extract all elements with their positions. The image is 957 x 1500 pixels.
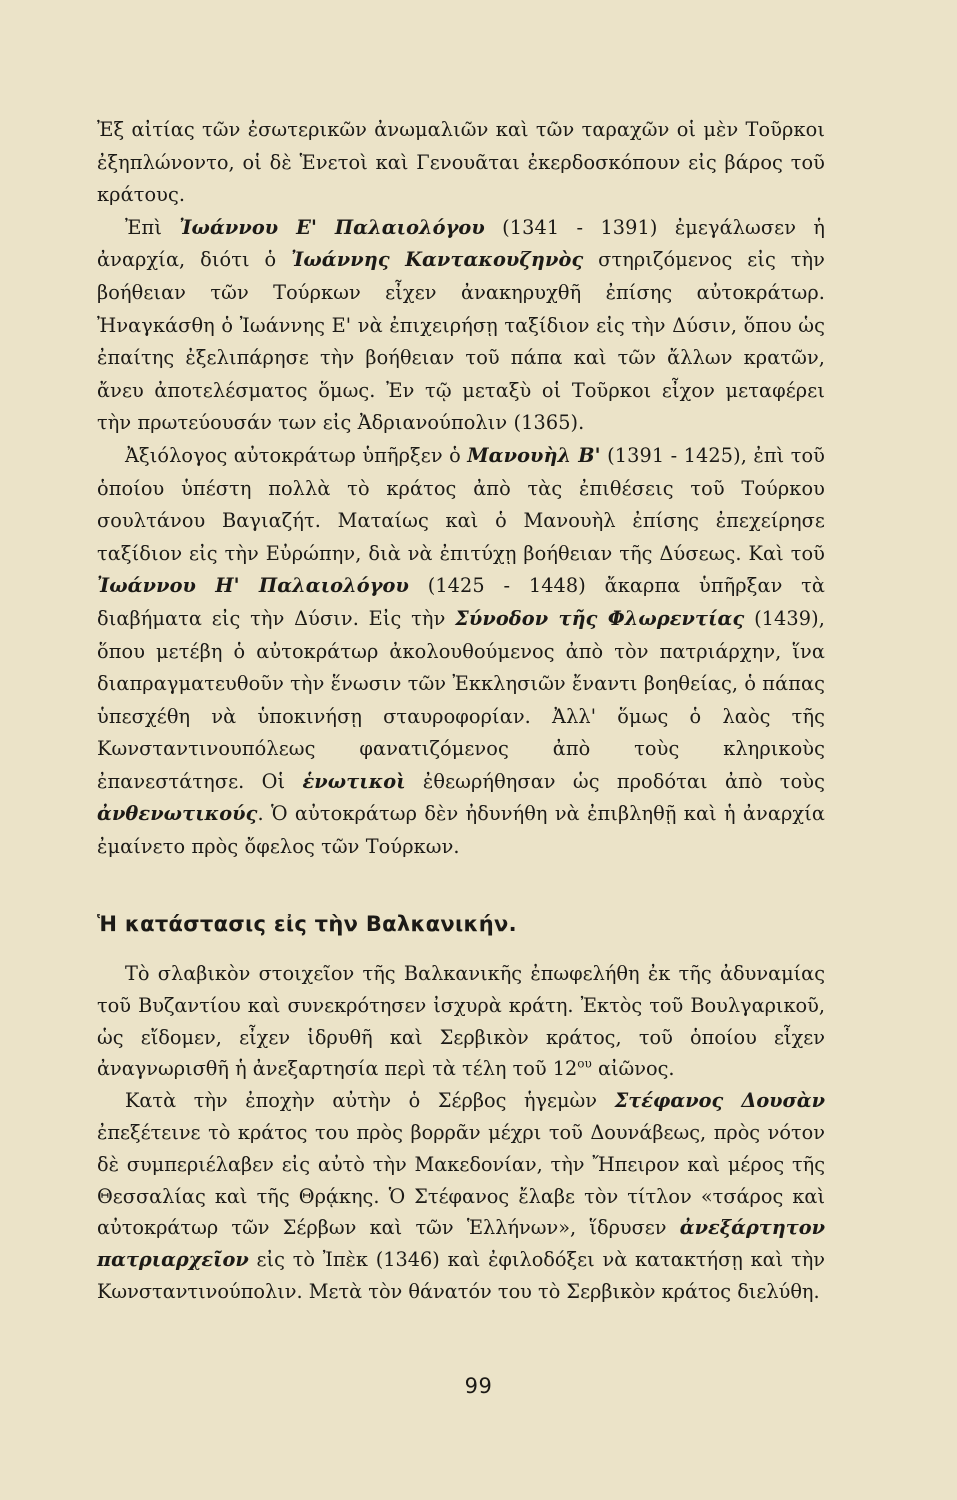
text-run: στηριζόμενος εἰς τὴν βοήθειαν τῶν Τούρκων εἶχεν ἀνακηρυχθῆ ἐπίσης αὐτοκράτωρ. Ἠναγκάσθη ὁ Ἰωάννης Ε' νὰ ἐπιχειρήσῃ ταξίδιον εἰς τὴν Δύσιν, ὅπου ὡς ἐπαίτης ἐξελιπάρησε τὴν βοήθειαν τοῦ πάπα καὶ τῶν ἄλλων κρατῶν, ἄνευ ἀποτελέσματος ὅμως. Ἐν τῷ μεταξὺ οἱ Τοῦρκοι εἶχον μεταφέρει τὴν πρωτεύουσάν των εἰς Ἀδριανούπολιν (1365).: [97, 248, 825, 435]
section-heading-balkans: Ἡ κατάστασις εἰς τὴν Βαλκανικήν.: [97, 912, 517, 936]
text-run: ἐπεξέτεινε τὸ κράτος του πρὸς βορρᾶν μέχρι τοῦ Δουνάβεως, πρὸς νότον δὲ συμπεριέλαβεν εἰς αὐτὸ τὴν Μακεδονίαν, τὴν Ἤπειρον καὶ μέρος τῆς Θεσσαλίας καὶ τῆς Θρᾴκης. Ὁ Στέφανος ἔλαβε τὸν τίτλον «τσάρος καὶ αὐτοκράτωρ τῶν Σέρβων καὶ τῶν Ἑλλήνων», ἵδρυσεν: [97, 1120, 825, 1240]
superscript-ordinal: ου: [577, 1056, 592, 1071]
emphasis-manuel-ii: Μανουὴλ Β': [467, 443, 601, 467]
section-balkans: [97, 958, 825, 1308]
text-run: (1341 - 1391) ἐμεγάλωσεν ἡ ἀναρχία, διότι ὁ: [97, 215, 825, 272]
paragraph-manuel-ii: [97, 440, 825, 864]
text-run: εἰς τὸ Ἰπὲκ (1346) καὶ ἐφιλοδόξει νὰ κατακτήσῃ καὶ τὴν Κωνσταντινούπολιν. Μετὰ τὸν θάνατόν του τὸ Σερβικὸν κράτος διελύθη.: [97, 1248, 825, 1303]
paragraph-john-v: [97, 212, 825, 440]
text-run: Ἐπὶ: [125, 215, 180, 239]
text-run: ἐθεωρήθησαν ὡς προδόται ἀπὸ τοὺς: [405, 769, 825, 793]
emphasis-unionists: ἑνωτικοὶ: [302, 769, 406, 793]
paragraph-slavic-states: [97, 958, 825, 1085]
text-run: Ἀξιόλογος αὐτοκράτωρ ὑπῆρξεν ὁ: [125, 443, 468, 467]
paragraph-causes: [97, 114, 825, 212]
emphasis-independent-patriarchate: ἀνεξάρτητον πατριαρχεῖον: [97, 1216, 825, 1272]
paragraph-stefan-dusan: [97, 1085, 825, 1308]
page-number: 99: [464, 1374, 493, 1398]
text-run: Τὸ σλαβικὸν στοιχεῖον τῆς Βαλκανικῆς ἐπωφελήθη ἐκ τῆς ἀδυναμίας τοῦ Βυζαντίου καὶ συνεκρότησεν ἰσχυρὰ κράτη. Ἐκτὸς τοῦ Βουλγαρικοῦ, ὡς εἴδομεν, εἶχεν ἱδρυθῆ καὶ Σερβικὸν κράτος, τοῦ ὁποίου εἶχεν ἀναγνωρισθῆ ἡ ἀνεξαρτησία περὶ τὰ τέλη τοῦ 12: [97, 962, 825, 1081]
emphasis-stefan-dusan: Στέφανος Δουσὰν: [614, 1089, 825, 1113]
emphasis-anti-unionists: ἀνθενωτικούς: [97, 802, 258, 826]
text-run: Κατὰ τὴν ἐποχὴν αὐτὴν ὁ Σέρβος ἡγεμὼν: [125, 1089, 615, 1113]
text-run: . Ὁ αὐτοκράτωρ δὲν ἠδυνήθη νὰ ἐπιβληθῇ καὶ ἡ ἀναρχία ἐμαίνετο πρὸς ὄφελος τῶν Τούρκων.: [97, 802, 825, 859]
emphasis-john-viii-palaiologos: Ἰωάννου Η' Παλαιολόγου: [97, 574, 409, 598]
text-run: (1439), ὅπου μετέβη ὁ αὐτοκράτωρ ἀκολουθούμενος ἀπὸ τὸν πατριάρχην, ἵνα διαπραγματευθοῦν τὴν ἕνωσιν τῶν Ἐκκλησιῶν ἔναντι βοηθείας, ὁ πάπας ὑπεσχέθη νὰ ὑποκινήσῃ σταυροφορίαν. Ἀλλ' ὅμως ὁ λαὸς τῆς Κωνσταντινουπόλεως φανατιζόμενος ἀπὸ τοὺς κληρικοὺς ἐπανεστάτησε. Οἱ: [97, 606, 826, 793]
text-run: (1391 - 1425), ἐπὶ τοῦ ὁποίου ὑπέστη πολλὰ τὸ κράτος ἀπὸ τὰς ἐπιθέσεις τοῦ Τούρκου σουλτάνου Βαγιαζήτ. Ματαίως καὶ ὁ Μανουὴλ ἐπίσης ἐπεχείρησε ταξίδιον εἰς τὴν Εὐρώπην, διὰ νὰ ἐπιτύχῃ βοήθειαν τῆς Δύσεως. Καὶ τοῦ: [97, 443, 825, 565]
text-run: (1425 - 1448) ἄκαρπα ὑπῆρξαν τὰ διαβήματα εἰς τὴν Δύσιν. Εἰς τὴν: [97, 574, 825, 630]
text-run: αἰῶνος.: [591, 1057, 675, 1081]
emphasis-john-v-palaiologos: Ἰωάννου Ε' Παλαιολόγου: [179, 215, 485, 239]
section-byzantine-decline: [97, 114, 825, 864]
paragraph-text: Ἐξ αἰτίας τῶν ἐσωτερικῶν ἀνωμαλιῶν καὶ τῶν ταραχῶν οἱ μὲν Τοῦρκοι ἐξηπλώνοντο, οἱ δὲ Ἑνετοὶ καὶ Γενουᾶται ἐκερδοσκόπουν εἰς βάρος τοῦ κράτους.: [97, 118, 825, 207]
emphasis-john-kantakouzenos: Ἰωάννης Καντακουζηνὸς: [291, 248, 584, 272]
emphasis-council-of-florence: Σύνοδον τῆς Φλωρεντίας: [455, 606, 745, 630]
